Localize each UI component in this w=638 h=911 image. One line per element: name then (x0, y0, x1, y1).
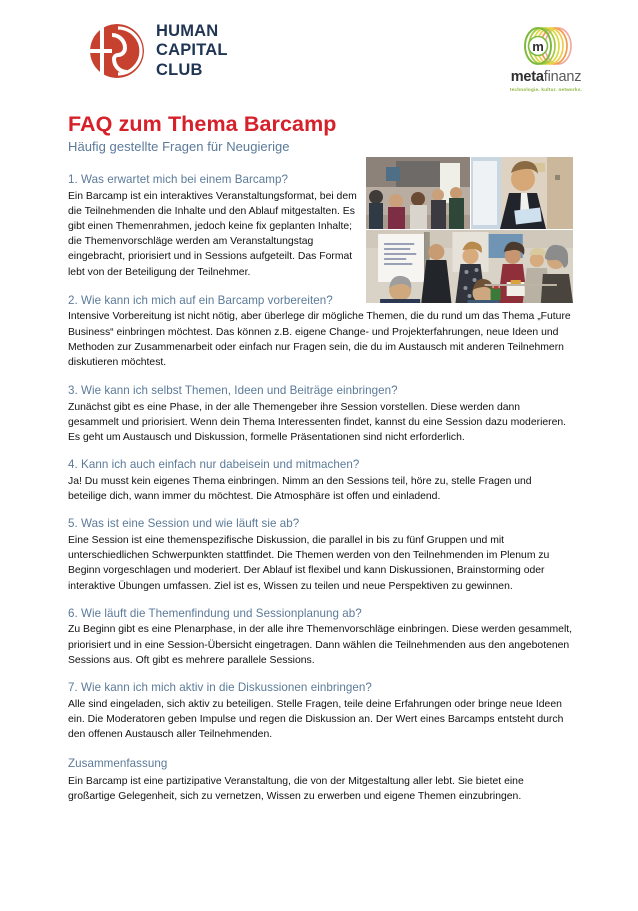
metafinanz-rings-icon (498, 24, 594, 68)
faq-question-2: 2. Wie kann ich mich auf ein Barcamp vorbereiten? (68, 293, 333, 307)
page-title: FAQ zum Thema Barcamp (68, 112, 337, 136)
faq-item-4 (68, 457, 573, 504)
faq-answer-1: Ein Barcamp ist ein interaktives Veranstaltungsformat, bei dem die Teilnehmenden die Inhalte und den Ablauf mitgestalten. Es gibt einen Themenrahmen, jedoch keine fix geplanten Inhalte; die Themenvorschläge werden am Veranstaltungstag eingebracht, priorisiert und in Sessions aufgeteilt. Das Format lebt von der Beteiligung der Teilnehmer. (68, 190, 357, 278)
faq-question-4: 4. Kann ich auch einfach nur dabeisein und mitmachen? (68, 458, 360, 472)
metafinanz-logo (498, 24, 594, 92)
page-subtitle: Häufig gestellte Fragen für Neugierige (68, 139, 290, 155)
faq-question-7: 7. Wie kann ich mich aktiv in die Diskussionen einbringen? (68, 680, 372, 694)
faq-question-6: 6. Wie läuft die Themenfindung und Sessionplanung ab? (68, 606, 362, 620)
faq-answer-7: Alle sind eingeladen, sich aktiv zu beteiligen. Stelle Fragen, teile deine Erfahrungen oder bringe neue Ideen ein. Die Moderatoren geben Impulse und regen die Diskussion an. Der Wert eines Barcamps entsteht durch den offenen Austausch aller Teilnehmenden. (68, 698, 564, 740)
summary-text: Ein Barcamp ist eine partizipative Veranstaltung, die von der Mitgestaltung aller lebt. Sie bietet eine großartige Gelegenheit, sich zu vernetzen, Wissen zu erwerben und eigene Themen einzubringen. (68, 775, 524, 802)
metafinanz-wordmark (498, 70, 594, 85)
hcc-line-3: CLUB (156, 60, 203, 79)
metafinanz-word-light: finanz (543, 69, 582, 85)
faq-question-1: 1. Was erwartet mich bei einem Barcamp? (68, 173, 288, 186)
hcc-line-1: HUMAN (156, 22, 219, 40)
hcc-line-2: CAPITAL (156, 41, 228, 60)
faq-answer-2: Intensive Vorbereitung ist nicht nötig, aber überlege dir mögliche Themen, die du rund um das Thema „Future Business“ einbringen möchtest. Das können z.B. eigene Change- und Projekterfahrungen, neue Ideen und Methoden zur Zusammenarbeit oder einfach nur Fragen sein, die du im Austausch mit anderen Teilnehmern diskutieren möchtest. (68, 311, 571, 368)
faq-answer-3: Zunächst gibt es eine Phase, in der alle Themengeber ihre Session vorstellen. Diese werden dann gesammelt und priorisiert. Wenn dein Thema Interessenten findet, kannst du eine Session dazu moderieren. Es geht um Austausch und Diskussion, formelle Präsentationen sind nicht erforderlich. (68, 401, 567, 444)
faq-answer-4: Ja! Du musst kein eigenes Thema einbringen. Nimm an den Sessions teil, höre zu, stelle Fragen und beteilige dich, wann immer du möchtest. Die Atmosphäre ist offen und einladend. (68, 476, 532, 503)
hcc-mark-icon (88, 22, 146, 80)
human-capital-club-logo (88, 22, 228, 80)
faq-item-1 (68, 172, 573, 280)
metafinanz-word-bold: meta (510, 69, 544, 85)
metafinanz-tagline: technologie. kultur. networks. (509, 86, 583, 92)
svg-text:m: m (532, 39, 544, 54)
document-header (0, 0, 638, 108)
faq-question-3: 3. Wie kann ich selbst Themen, Ideen und Beiträge einbringen? (68, 384, 398, 398)
hcc-wordmark (156, 22, 228, 80)
faq-answer-6: Zu Beginn gibt es eine Plenarphase, in der alle ihre Themenvorschläge einbringen. Diese werden gesammelt, priorisiert und in eine Session-Übersicht eingetragen. Dann wählen die Teilnehmenden aus den angebotenen Sessions aus. Oft gibt es mehrere parallele Sessions. (68, 624, 573, 666)
faq-item-7 (68, 680, 573, 742)
faq-item-3 (68, 383, 573, 445)
faq-answer-5: Eine Session ist eine themenspezifische Diskussion, die parallel in bis zu fünf Gruppen und mit unterschiedlichen Schwerpunkten stattfindet. Die Themen werden von den Teilnehmenden im Plenum zu Beginn vorgeschlagen und moderiert. Der Ablauf ist flexibel und kann Diskussionen, Brainstorming oder interaktive Übungen umfassen. Ziel ist es, Wissen zu teilen und neue Perspektiven zu gewinnen. (68, 535, 550, 592)
faq-item-6 (68, 606, 573, 668)
faq-item-2 (68, 293, 573, 370)
summary-heading: Zusammenfassung (68, 757, 168, 771)
title-block (68, 112, 398, 154)
faq-content (68, 172, 573, 815)
summary-section (68, 756, 573, 804)
faq-question-5: 5. Was ist eine Session und wie läuft sie ab? (68, 517, 300, 531)
faq-item-5 (68, 516, 573, 593)
